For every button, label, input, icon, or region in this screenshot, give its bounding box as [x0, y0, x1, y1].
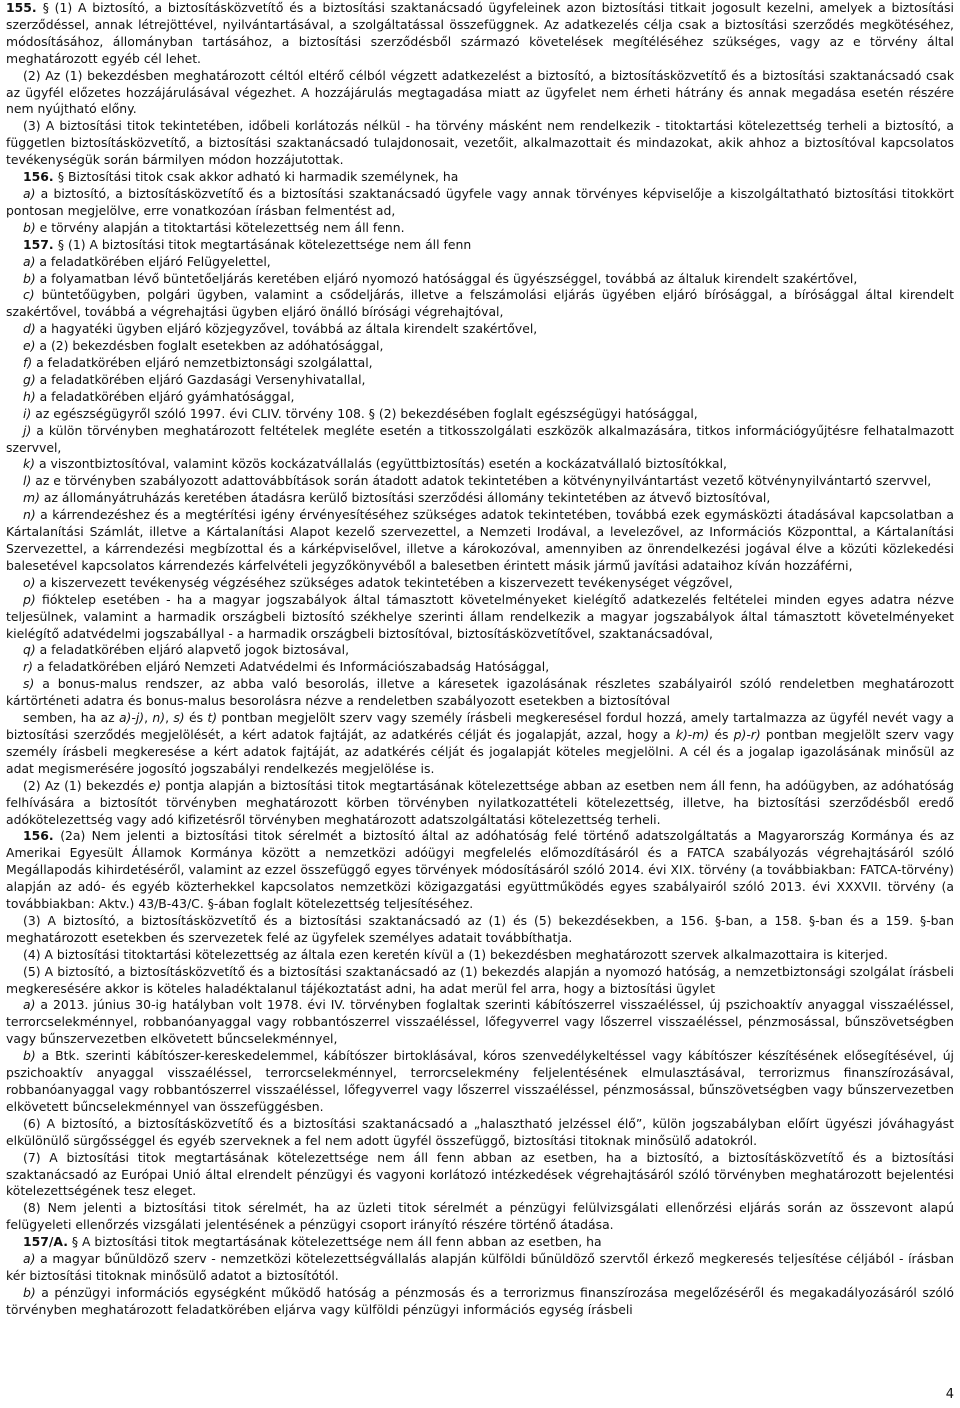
paragraph [6, 372, 954, 389]
paragraph-text: (3) A biztosító, a biztosításközvetítő és a biztosítási szaktanácsadó az (1) és (5) bekezdésekben, a 156. §-ban, a 158. §-ban és a 159. §-ban meghatározott esetekben és szervezetek felé az ügyfelek személyes adatait továbbíthatja. [6, 912, 954, 945]
paragraph-text: a bonus-malus rendszer, az abba való besorolás, illetve a káresetek igazolásának részletes szabályairól szóló rendeletben meghatározott kártörténeti adatra és bonus-malus besorolásra nézve a rendeletben szabályozott esetekben a biztosítóval [6, 676, 954, 709]
paragraph [6, 778, 954, 829]
paragraph-text: pontban megjelölt szerv vagy személy írásbeli megkeresése a kért adatok fajtáját, az adatkérés célját és jogalapját köteles megjelölni. A cél és a jogalap igazolásának minősül az adat megismerésére jogosító jogszabályi rendelkezés megjelölése is. [6, 726, 954, 776]
paragraph-text: § Biztosítási titok csak akkor adható ki harmadik személynek, ha [57, 169, 459, 185]
paragraph [6, 642, 954, 659]
paragraph-text: s) [173, 710, 185, 726]
paragraph [6, 828, 954, 913]
paragraph [6, 169, 954, 186]
paragraph [6, 321, 954, 338]
paragraph [6, 1048, 954, 1116]
paragraph-text: pontban megjelölt szerv vagy személy írásbeli megkeresésel fordul hozzá, amely tartalmazza az ügyfél nevét vagy a biztosítási szerződés megjelölését, a kért adatok fajtáját, az adatkérés célját és jogalapját, azzal, hogy a [6, 710, 954, 742]
paragraph-text: e) [148, 777, 161, 793]
paragraph-text: (4) A biztosítási titoktartási kötelezettség az általa ezen keretén kívül a (1) bekezdésben meghatározott szervek alkalmazottaira is kiterjed. [23, 946, 888, 962]
paragraph [6, 406, 954, 423]
paragraph [6, 710, 954, 778]
paragraph-text: n) [152, 710, 166, 726]
paragraph-text: büntetőügyben, polgári ügyben, valamint a csődeljárás, illetve a felszámolási eljárás ügyében eljáró bírósággal, a bírósággal által kirendelt szakértővel, továbbá a végrehajtási ügyben eljáró önálló bírósági végrehajtóval, [6, 287, 954, 320]
paragraph-text: a feladatkörében eljáró gyámhatósággal, [35, 388, 295, 404]
paragraph [6, 186, 954, 220]
paragraph-text: a feladatkörében eljáró Gazdasági Versenyhivatallal, [35, 371, 366, 387]
paragraph-text: a biztosító, a biztosításközvetítő és a biztosítási szaktanácsadó ügyfele vagy annak törvényes képviselője a kiszolgáltatható biztosítási titokkört pontosan megjelölve, erre vonatkozóan írásban felmentést ad, [6, 185, 954, 218]
paragraph-text: a viszontbiztosítóval, valamint közös kockázatvállalás (együttbiztosítás) esetén a kockázatvállaló biztosítókkal, [35, 456, 727, 472]
paragraph-text: p)-r) [733, 726, 761, 742]
paragraph [6, 287, 954, 321]
paragraph-text: az állományátruházás keretében átadásra kerülő biztosítási szerződési állomány tekintetében az átvevő biztosítóval, [39, 490, 771, 506]
paragraph-text: a pénzügyi információs egységként működő hatóság a pénzmosás és a terrorizmus finanszírozása megelőzéséről és megakadályozásáról szóló törvényben meghatározott feladatkörében eljárva vagy külföldi pénzügyi információs egység írásbeli [6, 1284, 954, 1317]
paragraph-text: g) [23, 371, 36, 387]
paragraph [6, 490, 954, 507]
paragraph-text: az e törvényben szabályozott adattovábbítások során átadott adatok tekintetében a kötvénynyilvántartást vezető kötvénynyilvántartó szervvel, [31, 473, 932, 489]
paragraph-text: a kiszervezett tevékenység végzéséhez szükséges adatok tekintetében a kiszervezett tevékenységet végzővel, [35, 574, 733, 590]
paragraph-text: (3) A biztosítási titok tekintetében, időbeli korlátozás nélkül - ha törvény másként nem rendelkezik - titoktartási kötelezettség terheli a biztosító, a független biztosításközvetítő, a biztosítási szaktanácsadó tulajdonosait, vezetőit, alkalmazottait és mindazokat, akik ahhoz a biztosítóval kapcsolatos tevékenységük során bármilyen módon hozzájutottak. [6, 118, 954, 168]
paragraph-text: a magyar bűnüldöző szerv - nemzetközi kötelezettségvállalás alapján külföldi bűnüldöző szervtől érkező megkeresés teljesítése céljából - írásban kér biztosítási titoknak minősülő adatot a biztosítótól. [6, 1251, 954, 1283]
section-number: 155. [6, 0, 43, 15]
paragraph-text: (7) A biztosítási titok megtartásának kötelezettsége nem áll fenn abban az esetben, ha a biztosító, a biztosításközvetítő és a biztosítási szaktanácsadó az Európai Unió által elrendelt pénzügyi és vagyoni korlátozó intézkedések végrehajtásáról szóló törvényben meghatározott bejelentési kötelezettségének tesz eleget. [6, 1149, 954, 1199]
paragraph [6, 997, 954, 1048]
paragraph-text: a Btk. szerinti kábítószer-kereskedelemmel, kábítószer birtoklásával, kóros szenvedélykeltéssel vagy kábítószer készítésének elősegítésével, új pszichoaktív anyaggal visszaéléssel, terrorcselekménnyel, terrorcselekmény feljelentésének elmulasztásával, terrorizmus finanszírozásával, robbanóanyaggal vagy robbantószerrel visszaéléssel, lőfegyverrel vagy lőszerrel visszaéléssel, pénzmosással, bűnszövetségben vagy bűnszervezetben elkövetett bűncselekménnyel van összefüggésben. [6, 1048, 954, 1114]
paragraph-text: a) [23, 185, 36, 201]
paragraph [6, 1285, 954, 1319]
paragraph [6, 947, 954, 964]
paragraph-text: a)-j) [118, 710, 145, 726]
paragraph [6, 220, 954, 237]
paragraph-text: fióktelep esetében - ha a magyar jogszabályok által támasztott követelményeket kielégítő adatkezelés feltételei minden egyes adatra nézve teljesülnek, valamint a harmadik országbeli biztosító székhelye szerinti állam rendelkezik a magyar jogszabályok által támasztott követelményeket kielégítő adatvédelmi jogszabállyal - a harmadik országbeli biztosítóval, biztosításközvetítővel, szaktanácsadóval, [6, 591, 954, 641]
paragraph-text: m) [23, 490, 40, 506]
paragraph-text: , [144, 710, 153, 726]
paragraph-text: a hagyatéki ügyben eljáró közjegyzővel, továbbá az általa kirendelt szakértővel, [35, 321, 538, 337]
paragraph-text: j) [23, 422, 32, 438]
paragraph-text: , [165, 710, 174, 726]
paragraph [6, 389, 954, 406]
paragraph [6, 913, 954, 947]
paragraph [6, 338, 954, 355]
paragraph [6, 592, 954, 643]
paragraph [6, 271, 954, 288]
paragraph-text: a folyamatban lévő büntetőeljárás keretében eljáró nyomozó hatósággal és ügyészséggel, továbbá az általuk kirendelt szakértővel, [35, 270, 858, 286]
section-number: 157. [23, 236, 58, 252]
paragraph-text: c) [23, 287, 35, 303]
page-number: 4 [945, 1387, 954, 1402]
paragraph [6, 1150, 954, 1201]
paragraph-text: r) [23, 659, 33, 675]
paragraph-text: a külön törvényben meghatározott feltételek megléte esetén a titkosszolgálati eszközök alkalmazására, titkos információgyűjtésre felhatalmazott szervvel, [6, 422, 954, 455]
paragraph [6, 964, 954, 998]
paragraph-text: l) [23, 473, 32, 489]
paragraph-text: a) [23, 997, 36, 1013]
paragraph-text: (5) A biztosító, a biztosításközvetítő és a biztosítási szaktanácsadó az (1) bekezdés alapján a nyomozó hatóság, a nemzetbiztonsági szolgálat írásbeli megkeresésére akkor is köteles haladéktalanul tájékoztatást adni, ha adat merül fel arra, hogy a biztosítási ügylet [6, 963, 954, 996]
paragraph-text: pontja alapján a biztosítási titok megtartásának kötelezettsége abban az esetben nem áll fenn, ha adóügyben, az adóhatóság felhívására a biztosítót törvényben meghatározott körben törvényben nyilatkozattételi kötelezettség, illetve, ha biztosítási szerződésből eredő adókötelezettség vagy adó kifizetésről törvényben meghatározott adatszolgáltatási kötelezettség terheli. [6, 777, 954, 827]
paragraph [6, 676, 954, 710]
paragraph [6, 0, 954, 68]
paragraph-text: t) [207, 710, 218, 726]
paragraph-text: b) [23, 1284, 36, 1300]
paragraph [6, 456, 954, 473]
paragraph [6, 1200, 954, 1234]
section-number: 156. [23, 828, 61, 844]
paragraph-text: a feladatkörében eljáró Nemzeti Adatvédelmi és Információszabadság Hatósággal, [32, 659, 550, 675]
paragraph-text: d) [23, 321, 36, 337]
paragraph-text: § (1) A biztosítási titok megtartásának kötelezettsége nem áll fenn [57, 236, 472, 252]
document-page [6, 0, 954, 1408]
paragraph-text: b) [23, 219, 36, 235]
paragraph-text: a feladatkörében eljáró nemzetbiztonsági szolgálattal, [32, 355, 373, 371]
paragraph-text: (8) Nem jelenti a biztosítási titok sérelmét, ha az üzleti titok sérelmét a pénzügyi felülvizsgálati ellenőrzési eljárás során az összevont alapú felügyeleti ellenőrzés vizsgálati jelentésének a pénzügyi csoport irányító részére történő átadása. [6, 1200, 954, 1233]
paragraph [6, 68, 954, 119]
paragraph [6, 659, 954, 676]
paragraph-text: (2) Az (1) bekezdésben meghatározott céltól eltérő célból végzett adatkezelést a biztosító, a biztosításközvetítő és a biztosítási szaktanácsadó csak az ügyfél előzetes hozzájárulásával végezhet. A hozzájárulás megtagadása miatt az ügyfelet nem érheti hátrány és annak megadása esetén részére nem nyújtható előny. [6, 67, 954, 117]
paragraph-text: h) [23, 388, 36, 404]
paragraph-text: a) [23, 1251, 36, 1267]
paragraph [6, 575, 954, 592]
paragraph-text: b) [23, 1048, 36, 1064]
paragraph [6, 423, 954, 457]
paragraph-text: p) [23, 591, 36, 607]
paragraph-text: és [709, 726, 734, 742]
paragraph-text: b) [23, 270, 36, 286]
paragraph [6, 473, 954, 490]
paragraph-text: k)-m) [675, 726, 710, 742]
paragraph-text: a feladatkörében eljáró Felügyelettel, [35, 253, 271, 269]
paragraph-text: e törvény alapján a titoktartási kötelezettség nem áll fenn. [35, 219, 405, 235]
paragraph-text: (2) Az (1) bekezdés [23, 777, 149, 793]
paragraph [6, 1234, 954, 1251]
paragraph-text: o) [23, 574, 36, 590]
paragraph [6, 355, 954, 372]
paragraph-text: s) [23, 676, 35, 692]
paragraph-text: n) [23, 507, 36, 523]
paragraph [6, 237, 954, 254]
paragraph-text: a (2) bekezdésben foglalt esetekben az adóhatósággal, [35, 338, 384, 354]
paragraph [6, 1116, 954, 1150]
section-number: 156. [23, 169, 58, 185]
paragraph-text: és [184, 710, 208, 726]
paragraph [6, 118, 954, 169]
paragraph-text: a 2013. június 30-ig hatályban volt 1978. évi IV. törvényben foglaltak szerinti kábítószerrel visszaéléssel, új pszichoaktív anyaggal visszaéléssel, terrorcselekménnyel, robbanóanyaggal vagy robbantószerrel visszaéléssel, lőfegyverrel vagy lőszerrel visszaéléssel, pénzmosással, bűnszövetségben vagy bűnszervezetben elkövetett bűncselekménnyel, [6, 997, 954, 1047]
paragraph-text: a) [23, 253, 36, 269]
paragraph-text: (2a) Nem jelenti a biztosítási titok sérelmét a biztosító által az adóhatóság felé történő adatszolgáltatás a Magyarország Kormánya és az Amerikai Egyesült Államok Kormánya között a nemzetközi adóügyi megfelelés előmozdításáról és a FATCA szabályozás végrehajtásáról szóló Megállapodás kihirdetéséről, valamint az ezzel összefüggő egyes törvények módosításáról szóló 2014. évi XIX. törvény (a továbbiakban: FATCA-törvény) alapján az adó- és egyéb közterhekkel kapcsolatos nemzetközi közigazgatási együttműködés egyes szabályairól szóló 2013. évi XXXVII. törvény (a továbbiakban: Aktv.) 43/B-43/C. §-ában foglalt kötelezettség teljesítéséhez. [6, 828, 954, 912]
paragraph-text: q) [23, 642, 36, 658]
paragraph-text: semben, ha az [23, 710, 119, 726]
paragraph-text: a kárrendezéshez és a megtérítési igény érvényesítéséhez szükséges adatok tekintetében, továbbá ezek egymásközti átadásával kapcsolatban a Kártalanítási Számlát, illetve a Kártalanítási Alapot kezelő szervezettel, a Nemzeti Irodával, a levelezővel, az Információs Központtal, a Kártalanítási Szervezettel, a kárrendezési megbízottal és a kárképviselővel, illetve a károkozóval, amennyiben az önrendelkezési jogával élve a közúti közlekedési balesetével kapcsolatos kárrendezés kárfelvételi jegyzőkönyvéből a balesetben érintett másik jármű javítási adataihoz kíván hozzáférni, [6, 507, 954, 573]
paragraph-text: (6) A biztosító, a biztosításközvetítő és a biztosítási szaktanácsadó a „halasztható jelzéssel élő”, külön jogszabályban előírt ügyészi jóváhagyást elkülönülő sürgősséggel és egyéb szerveknek a fel nem adott ügyfél összefüggő, biztosítási titoknak minősülő adatokról. [6, 1115, 954, 1148]
paragraph-text: § A biztosítási titok megtartásának kötelezettsége nem áll fenn abban az esetben, ha [67, 1234, 602, 1250]
paragraph-text: e) [23, 338, 36, 354]
section-number: 157/A. [23, 1234, 68, 1250]
paragraph-text: k) [23, 456, 36, 472]
paragraph-text: § (1) A biztosító, a biztosításközvetítő és a biztosítási szaktanácsadó ügyfeleinek azon biztosítási titkait jogosult kezelni, amelyek a biztosítási szerződéssel, annak létrejöttével, nyilvántartásával, a szolgáltatással összefüggnek. Az adatkezelés célja csak a biztosítási szerződés megkötéséhez, módosításához, állományban tartásához, a biztosítási szerződésből származó követelések megítéléséhez szükséges, vagy az e törvény által meghatározott egyéb cél lehet. [6, 0, 954, 66]
paragraph [6, 1251, 954, 1285]
paragraph-text: a feladatkörében eljáró alapvető jogok biztosával, [35, 642, 350, 658]
paragraph [6, 254, 954, 271]
paragraph-text: az egészségügyről szóló 1997. évi CLIV. törvény 108. § (2) bekezdésében foglalt egészségügyi hatósággal, [31, 405, 698, 421]
paragraph-text: i) [23, 405, 32, 421]
paragraph-text: f) [23, 355, 33, 371]
paragraph [6, 507, 954, 575]
